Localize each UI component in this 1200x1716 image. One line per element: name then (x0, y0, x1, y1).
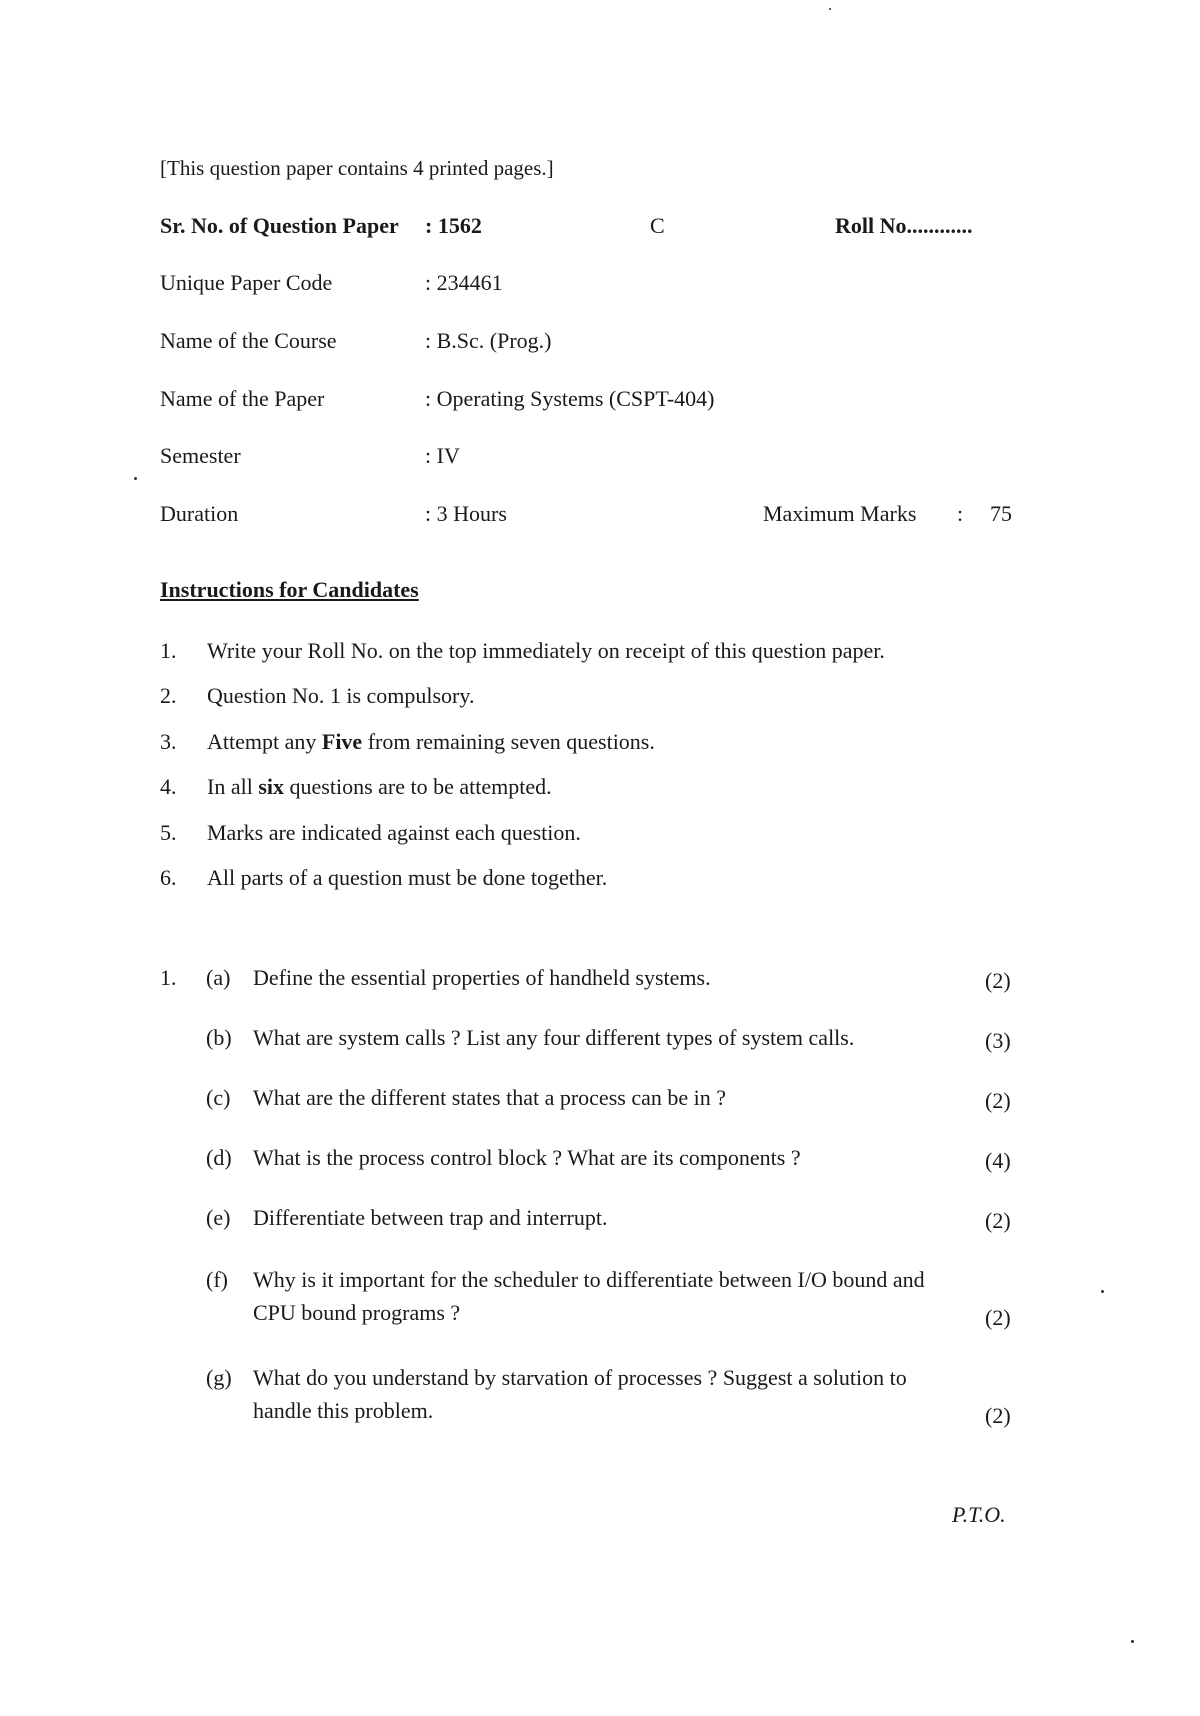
instruction-number: 1. (160, 638, 177, 663)
instruction-number: 3. (160, 729, 177, 754)
semester-label: Semester (160, 443, 241, 468)
unique-code-value: : 234461 (425, 270, 503, 295)
course-value: : B.Sc. (Prog.) (425, 328, 552, 353)
instruction-number: 6. (160, 865, 177, 890)
duration-label: Duration (160, 501, 239, 526)
instruction-emphasis: six (258, 774, 285, 799)
question-part-label: (e) (206, 1205, 231, 1230)
question-part-marks: (2) (985, 1088, 1011, 1113)
question-part-marks: (2) (985, 1208, 1011, 1233)
instructions-heading: Instructions for Candidates (160, 577, 419, 602)
roll-no: Roll No............ (835, 213, 973, 238)
question-part-text-line1: Why is it important for the scheduler to differentiate between I/O bound and (253, 1267, 925, 1292)
question-part-marks: (2) (985, 1305, 1011, 1330)
question-part-text-line2: CPU bound programs ? (253, 1300, 461, 1325)
instruction-text (207, 729, 655, 755)
instruction-text-part: In all (207, 774, 259, 799)
instruction-text (207, 774, 552, 800)
instruction-emphasis: Five (321, 729, 363, 754)
scan-speck (829, 8, 831, 10)
unique-code-label: Unique Paper Code (160, 270, 333, 295)
question-part-text: Define the essential properties of handheld systems. (253, 965, 711, 990)
instruction-item (0, 865, 1200, 895)
question-part-label: (a) (206, 965, 231, 990)
question-part-text: What are system calls ? List any four different types of system calls. (253, 1025, 855, 1050)
semester-value: : IV (425, 443, 460, 468)
instruction-text: All parts of a question must be done together. (207, 865, 608, 890)
instruction-item (0, 774, 1200, 804)
question-part-label: (g) (206, 1365, 232, 1390)
question-part-text: Differentiate between trap and interrupt. (253, 1205, 608, 1230)
question-part-marks: (4) (985, 1148, 1011, 1173)
paper-value: : Operating Systems (CSPT-404) (425, 386, 715, 411)
instruction-item (0, 638, 1200, 668)
pto-footer: P.T.O. (952, 1502, 1006, 1527)
sr-no-value: : 1562 (425, 213, 482, 238)
scan-speck (134, 477, 137, 480)
duration-value: : 3 Hours (425, 501, 507, 526)
scan-speck (1131, 1640, 1134, 1643)
question-part-text-line2: handle this problem. (253, 1398, 434, 1423)
question-part-text: What are the different states that a process can be in ? (253, 1085, 726, 1110)
instruction-number: 2. (160, 683, 177, 708)
question-part-marks: (3) (985, 1028, 1011, 1053)
instruction-text: Marks are indicated against each question. (207, 820, 581, 845)
sr-no-label: Sr. No. of Question Paper (160, 213, 399, 238)
instruction-item (0, 820, 1200, 850)
question-part-label: (b) (206, 1025, 232, 1050)
question-number: 1. (160, 965, 177, 990)
max-marks-colon: : (957, 501, 964, 526)
instruction-text-part: from remaining seven questions. (362, 729, 655, 754)
set-code: C (650, 213, 665, 238)
max-marks-value: 75 (990, 501, 1012, 526)
paper-label: Name of the Paper (160, 386, 325, 411)
instruction-text: Write your Roll No. on the top immediately on receipt of this question paper. (207, 638, 885, 663)
instruction-number: 5. (160, 820, 177, 845)
instruction-text-part: questions are to be attempted. (284, 774, 552, 799)
question-part-marks: (2) (985, 968, 1011, 993)
question-part-label: (c) (206, 1085, 231, 1110)
question-part-marks: (2) (985, 1403, 1011, 1428)
question-part-text: What is the process control block ? What are its components ? (253, 1145, 801, 1170)
header-note: [This question paper contains 4 printed pages.] (160, 156, 554, 180)
question-part-label: (f) (206, 1267, 228, 1292)
scan-speck (1101, 1290, 1104, 1293)
course-label: Name of the Course (160, 328, 337, 353)
question-part-label: (d) (206, 1145, 232, 1170)
instruction-text-part: Attempt any (207, 729, 322, 754)
question-part-text-line1: What do you understand by starvation of processes ? Suggest a solution to (253, 1365, 907, 1390)
instruction-item (0, 729, 1200, 759)
instruction-text: Question No. 1 is compulsory. (207, 683, 475, 708)
max-marks-label: Maximum Marks (763, 501, 917, 526)
instruction-item (0, 683, 1200, 713)
instruction-number: 4. (160, 774, 177, 799)
